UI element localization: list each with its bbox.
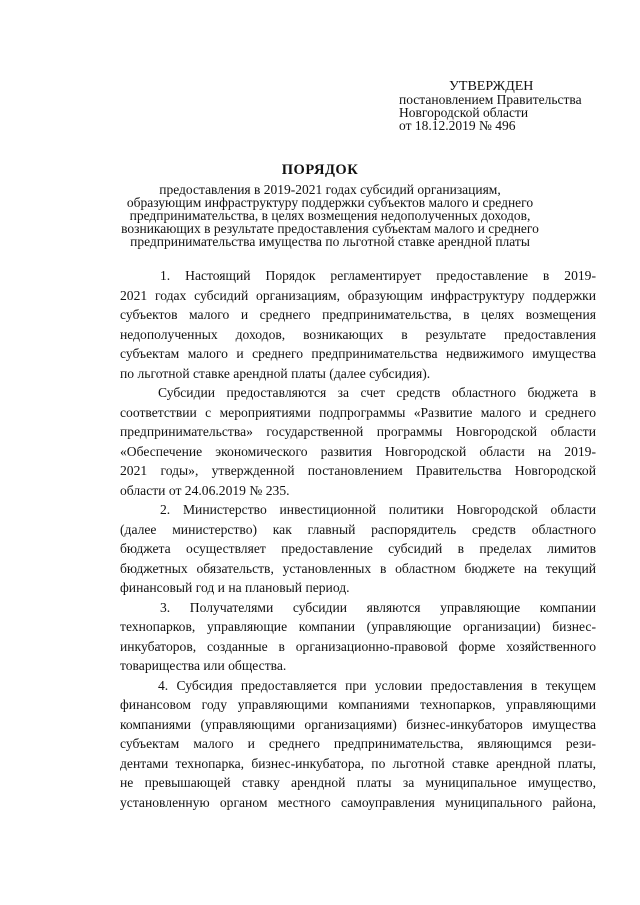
paragraph-line: бюджетных обязательств, установленных в областном бюджете на текущий [120, 560, 596, 576]
approval-line: Новгородской области [399, 105, 529, 120]
subtitle-line: возникающих в результате предоставления субъектам малого и среднего [121, 221, 539, 236]
paragraph-line: товарищества или общества. [120, 658, 287, 673]
paragraph-1 [120, 266, 596, 383]
paragraph-line: субъектам малого и среднего предпринимательства недвижимого имущества [120, 346, 596, 361]
subtitle-line: предпринимательства, в целях возмещения недополученных доходов, [129, 208, 531, 223]
paragraph-line: технопарков, управляющие компании (управляющие организации) бизнес- [120, 619, 596, 634]
subtitle-line: предоставления в 2019-2021 годах субсидий организациям, [159, 182, 501, 197]
paragraph-line: по льготной ставке арендной платы (далее субсидия). [120, 365, 431, 381]
paragraph-line: предпринимательства» государственной программы Новгородской области [120, 424, 596, 439]
approval-date-number: от 18.12.2019 № 496 [399, 118, 516, 133]
subtitle-line: предпринимательства имущества по льготной ставке арендной платы [130, 234, 530, 249]
paragraph-line: 2021 годах субсидий организациям, образующим инфраструктуру поддержки [120, 287, 596, 303]
paragraph-line: дентами технопарка, бизнес-инкубатора, по льготной ставке арендной платы, [120, 755, 596, 771]
paragraph-subsidies [120, 383, 596, 500]
paragraph-line: 2021 годы», утвержденной постановлением Правительства Новгородской [120, 463, 596, 478]
paragraph-line: не превышающей ставку арендной платы за муниципальное имущество, [120, 775, 596, 790]
paragraph-line: 2. Министерство инвестиционной политики Новгородской области [160, 502, 596, 517]
paragraph-3 [120, 598, 596, 676]
paragraph-line: Субсидии предоставляются за счет средств областного бюджета в [158, 385, 596, 400]
document-subtitle [60, 183, 600, 248]
paragraph-line: недополученных доходов, возникающих в результате предоставления [120, 326, 596, 342]
paragraph-line: субъектам малого и среднего предпринимательства, являющимся рези- [120, 736, 596, 751]
paragraph-line: 1. Настоящий Порядок регламентирует предоставление в 2019- [160, 268, 596, 283]
paragraph-line: бюджета осуществляет предоставление субсидий в пределах лимитов [120, 541, 596, 556]
document-body [120, 266, 596, 812]
paragraph-line: инкубаторов, созданные в организационно-правовой форме хозяйственного [120, 638, 596, 654]
paragraph-2 [120, 500, 596, 598]
paragraph-line: 3. Получателями субсидии являются управляющие компании [160, 599, 596, 615]
paragraph-line: финансовом году управляющими компаниями технопарков, управляющими [120, 697, 596, 712]
subtitle-line: образующим инфраструктуру поддержки субъектов малого и среднего [126, 195, 534, 210]
paragraph-line: финансовый год и на плановый период. [120, 580, 350, 595]
paragraph-line: соответствии с мероприятиями подпрограммы «Развитие малого и среднего [120, 404, 596, 420]
paragraph-line: «Обеспечение экономического развития Новгородской области на 2019- [120, 443, 596, 459]
paragraph-line: (далее министерство) как главный распорядитель средств областного [120, 521, 596, 537]
paragraph-line: 4. Субсидия предоставляется при условии предоставления в текущем [158, 677, 596, 693]
paragraph-line: компаниями (управляющими организациями) бизнес-инкубаторов имущества [120, 716, 596, 732]
paragraph-4 [120, 676, 596, 813]
paragraph-line: субъектов малого и среднего предпринимательства, в целях возмещения [120, 307, 596, 322]
approval-stamp [399, 80, 629, 132]
approval-heading: УТВЕРЖДЕН [449, 79, 534, 94]
document-title: ПОРЯДОК [281, 162, 359, 178]
approval-line: постановлением Правительства [399, 92, 582, 107]
paragraph-line: области от 24.06.2019 № 235. [120, 482, 290, 498]
paragraph-line: установленную органом местного самоуправления муниципального района, [120, 794, 596, 810]
